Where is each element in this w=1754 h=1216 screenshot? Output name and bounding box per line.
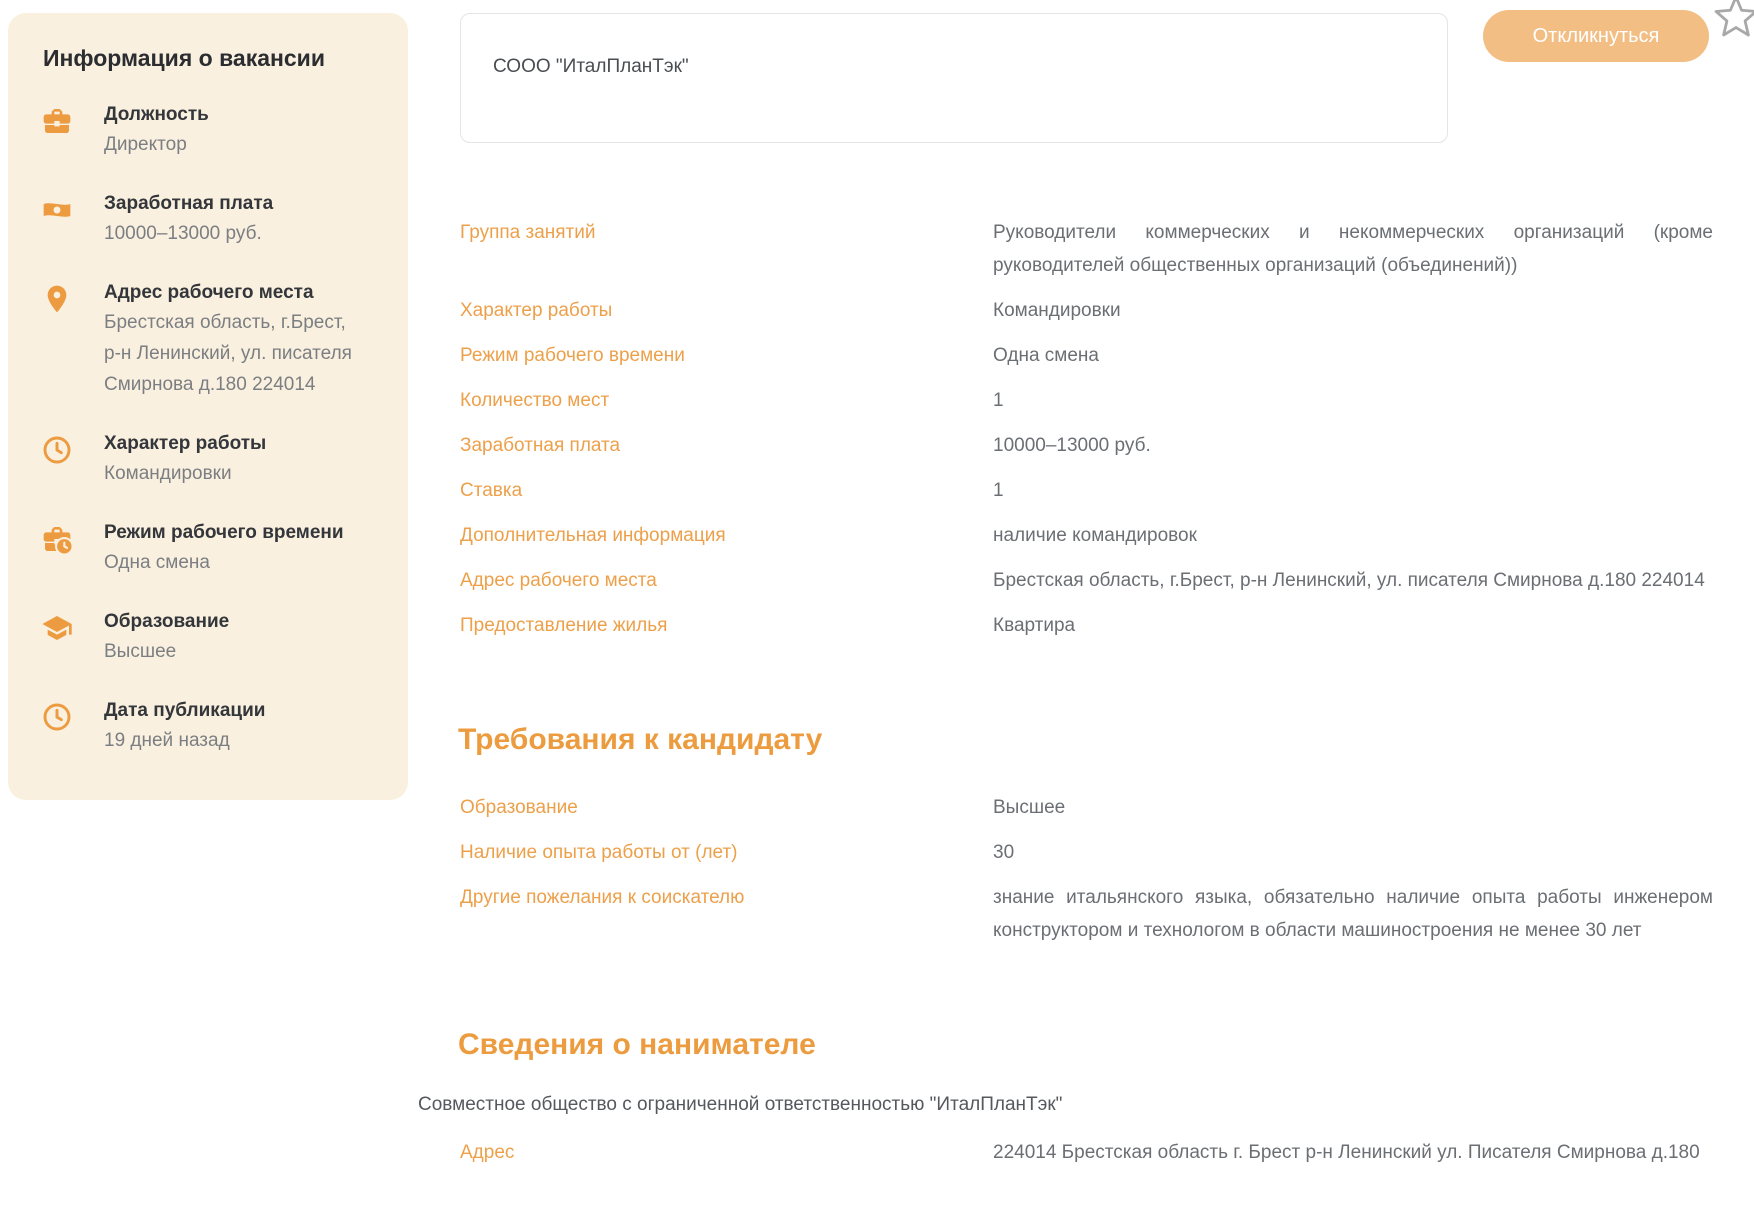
detail-row (460, 216, 1713, 282)
detail-label: Адрес рабочего места (460, 570, 657, 591)
detail-label: Количество мест (460, 390, 610, 411)
sidebar-item-label: Режим рабочего времени (104, 522, 344, 543)
detail-label: Дополнительная информация (460, 525, 726, 546)
detail-row (460, 881, 1713, 947)
employer-details (460, 1136, 1713, 1181)
clock-icon (35, 430, 79, 489)
sidebar-item-label: Характер работы (104, 433, 267, 454)
detail-row (460, 836, 1713, 869)
employer-heading: Сведения о нанимателе (458, 1028, 816, 1061)
sidebar-item-address (35, 279, 382, 400)
sidebar-item-salary (35, 190, 382, 249)
sidebar-item-education (35, 608, 382, 667)
detail-label: Характер работы (460, 300, 613, 321)
detail-label: Наличие опыта работы от (лет) (460, 842, 738, 863)
vacancy-details (460, 216, 1713, 654)
company-name: СООО "ИталПланТэк" (493, 56, 689, 77)
detail-label: Предоставление жилья (460, 615, 668, 636)
detail-value: Руководители коммерческих и некоммерческих организаций (кроме руководителей общественных организаций (объединений)) (993, 222, 1713, 276)
detail-row (460, 791, 1713, 824)
sidebar-item-schedule (35, 519, 382, 578)
detail-label: Режим рабочего времени (460, 345, 685, 366)
sidebar-item-value: 19 дней назад (104, 730, 230, 751)
sidebar-item-label: Должность (104, 104, 209, 125)
detail-label: Заработная плата (460, 435, 621, 456)
detail-value: знание итальянского языка, обязательно наличие опыта работы инженером конструктором и технологом в области машиностроения не менее 30 лет (993, 887, 1713, 941)
banknote-icon (35, 190, 79, 249)
detail-row (460, 339, 1713, 372)
detail-value: 1 (993, 480, 1004, 501)
sidebar-item-label: Образование (104, 611, 230, 632)
briefcase-clock-icon (35, 519, 79, 578)
employer-full-name: Совместное общество с ограниченной ответственностью "ИталПланТэк" (418, 1094, 1063, 1115)
sidebar-item-publish-date (35, 697, 382, 756)
detail-value: 30 (993, 842, 1015, 863)
detail-row (460, 519, 1713, 552)
requirements-heading: Требования к кандидату (458, 723, 823, 756)
detail-row (460, 564, 1713, 597)
sidebar-item-label: Адрес рабочего места (104, 282, 314, 303)
sidebar-item-value: Одна смена (104, 552, 210, 573)
sidebar-item-work-nature (35, 430, 382, 489)
requirements-details (460, 791, 1713, 959)
detail-value: Командировки (993, 300, 1121, 321)
detail-row (460, 384, 1713, 417)
detail-value: наличие командировок (993, 525, 1197, 546)
detail-label: Образование (460, 797, 578, 818)
employer-name-box[interactable] (460, 13, 1448, 143)
detail-row (460, 294, 1713, 327)
sidebar-item-value: 10000–13000 руб. (104, 223, 262, 244)
sidebar-item-label: Заработная плата (104, 193, 274, 214)
detail-value: Одна смена (993, 345, 1099, 366)
detail-label: Ставка (460, 480, 523, 501)
detail-value: 10000–13000 руб. (993, 435, 1151, 456)
vacancy-info-card (8, 13, 408, 800)
detail-label: Группа занятий (460, 222, 596, 243)
detail-label: Адрес (460, 1142, 515, 1163)
sidebar-item-position (35, 101, 382, 160)
detail-value: 1 (993, 390, 1004, 411)
detail-value: 224014 Брестская область г. Брест р-н Ленинский ул. Писателя Смирнова д.180 (993, 1142, 1700, 1163)
apply-button[interactable] (1483, 10, 1709, 62)
detail-value: Высшее (993, 797, 1066, 818)
sidebar-item-value: Командировки (104, 463, 232, 484)
detail-label: Другие пожелания к соискателю (460, 887, 745, 908)
sidebar-item-value: Директор (104, 134, 187, 155)
detail-value: Брестская область, г.Брест, р-н Ленинский, ул. писателя Смирнова д.180 224014 (993, 570, 1705, 591)
briefcase-icon (35, 101, 79, 160)
sidebar-item-value: Брестская область, г.Брест, р-н Ленинский, ул. писателя Смирнова д.180 224014 (104, 312, 352, 395)
apply-button-label: Откликнуться (1532, 24, 1660, 47)
detail-row (460, 474, 1713, 507)
graduation-cap-icon (35, 608, 79, 667)
detail-row (460, 1136, 1713, 1169)
sidebar-title: Информация о вакансии (43, 45, 325, 71)
sidebar-item-value: Высшее (104, 641, 177, 662)
detail-row (460, 429, 1713, 462)
favorite-star-icon[interactable] (1712, 0, 1754, 41)
detail-row (460, 609, 1713, 642)
clock-icon (35, 697, 79, 756)
sidebar-item-label: Дата публикации (104, 700, 266, 721)
detail-value: Квартира (993, 615, 1076, 636)
location-icon (35, 279, 79, 400)
